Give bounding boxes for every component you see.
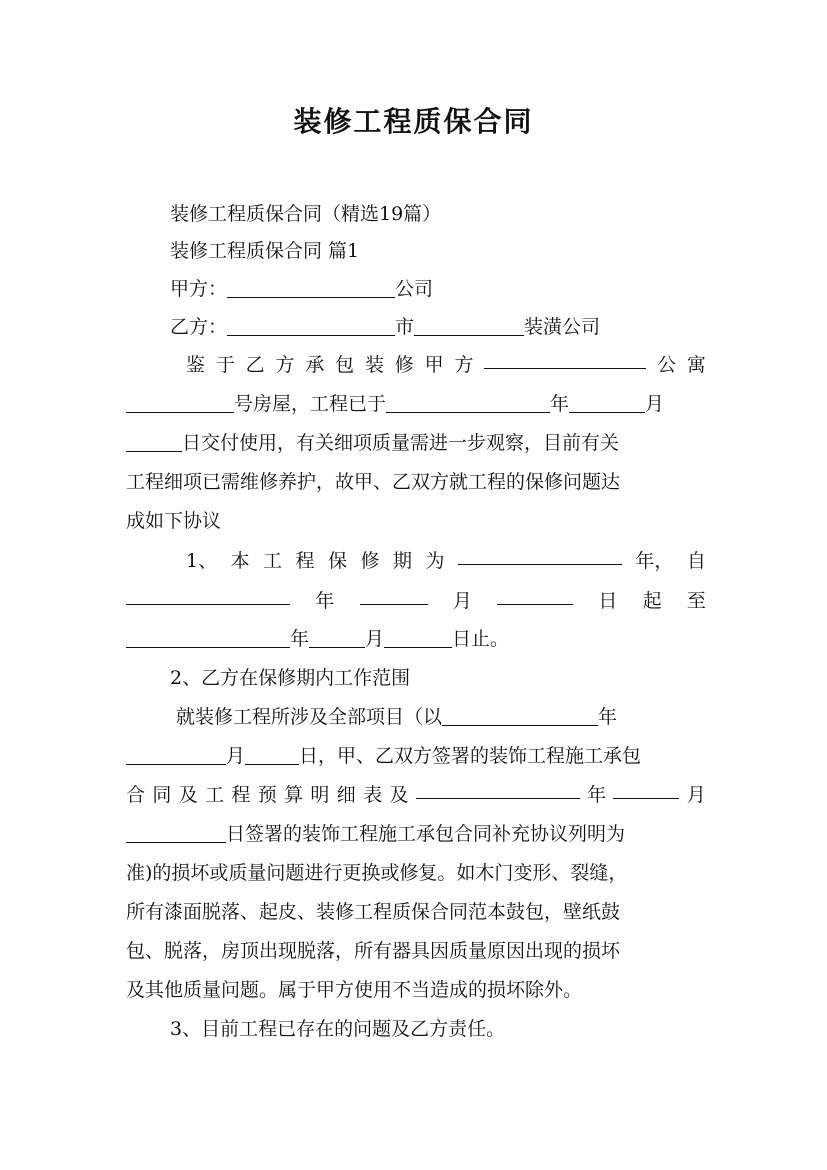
blank-field: [227, 275, 395, 298]
text-run: 日，甲、乙双方签署的装饰工程施工承包: [299, 745, 642, 767]
text-char: 公: [657, 354, 677, 376]
text-char: 为: [425, 550, 445, 572]
text-char: 期: [392, 550, 412, 572]
blank-field: [126, 390, 234, 413]
paragraph-line: 准)的损坏或质量问题进行更换或修复。如木门变形、裂缝，: [126, 862, 628, 884]
blank-field: [416, 776, 580, 799]
text-run: 日签署的装饰工程施工承包合同补充协议列明为: [226, 823, 626, 845]
text-char: 本: [230, 550, 250, 572]
blank-field: [126, 742, 226, 765]
paragraph-line: 成如下协议: [126, 510, 222, 532]
text-run: 月: [365, 628, 385, 650]
text-char: 表: [363, 784, 383, 806]
text-run: 就装修工程所涉及全部项目（以: [176, 706, 443, 728]
text-char: 至: [686, 590, 706, 612]
text-char: 程: [231, 784, 251, 806]
section-item-2: 2、乙方在保修期内工作范围: [170, 667, 411, 689]
paragraph-line: 工程细项已需维修养护，故甲、乙双方就工程的保修问题达: [126, 471, 621, 493]
paragraph-line: 包、脱落，房顶出现脱落，所有器具因质量原因出现的损坏: [126, 940, 621, 962]
text-run: 号房屋，工程已于: [234, 393, 387, 415]
item-line: [126, 620, 706, 659]
text-run: 年: [598, 706, 618, 728]
text-char: 方: [275, 354, 295, 376]
text-char: 及: [178, 784, 198, 806]
item-line: [186, 542, 706, 581]
paragraph-line: [126, 815, 706, 854]
party-b-label: 乙方：: [170, 316, 228, 338]
paragraph-line: 及其他质量问题。属于甲方使用不当造成的损坏除外。: [126, 979, 583, 1001]
paragraph-line: [126, 385, 706, 424]
blank-field: [384, 625, 452, 648]
party-b-suffix: 装潢公司: [524, 316, 601, 338]
paragraph-line: [126, 737, 706, 776]
text-char: 修: [394, 354, 414, 376]
text-run: 日交付使用，有关细项质量需进一步观察，目前有关: [182, 432, 620, 454]
blank-field: [309, 625, 365, 648]
text-char: 算: [284, 784, 304, 806]
text-char: 月: [686, 784, 706, 806]
text-char: 合: [126, 784, 146, 806]
paragraph-line: 所有漆面脱落、起皮、装修工程质保合同范本鼓包，壁纸鼓: [126, 901, 621, 923]
text-run: 年: [290, 628, 310, 650]
text-char: 承: [305, 354, 325, 376]
text-char: 明: [310, 784, 330, 806]
text-char: 包: [335, 354, 355, 376]
blank-field: [245, 742, 299, 765]
blank-field: [613, 776, 679, 799]
blank-field: [360, 582, 428, 605]
subtitle: 装修工程质保合同（精选19篇）: [170, 203, 442, 225]
blank-field: [414, 313, 524, 336]
text-char: 方: [454, 354, 474, 376]
text-char: 工: [263, 550, 283, 572]
blank-field: [126, 820, 226, 843]
text-char: 1、: [186, 550, 218, 572]
text-char: 保: [328, 550, 348, 572]
text-char: 年，: [635, 550, 674, 572]
item-line: [126, 582, 706, 621]
blank-field: [484, 346, 646, 369]
text-char: 乙: [245, 354, 265, 376]
text-run: 月: [645, 393, 665, 415]
text-char: 鉴: [186, 354, 206, 376]
text-run: 月: [226, 745, 246, 767]
party-b-mid: 市: [395, 316, 415, 338]
blank-field: [126, 582, 290, 605]
text-char: 预: [257, 784, 277, 806]
blank-field: [458, 542, 622, 565]
text-char: 起: [642, 590, 662, 612]
text-char: 自: [686, 550, 706, 572]
text-char: 年: [587, 784, 607, 806]
section-item-3: 3、目前工程已存在的问题及乙方责任。: [170, 1018, 506, 1040]
blank-field: [386, 390, 550, 413]
blank-field: [442, 703, 598, 726]
blank-field: [126, 429, 182, 452]
party-a-suffix: 公司: [395, 278, 434, 300]
section-heading: 装修工程质保合同 篇1: [170, 240, 360, 262]
text-char: 修: [360, 550, 380, 572]
document-title: 装修工程质保合同: [293, 105, 534, 138]
text-char: 程: [295, 550, 315, 572]
text-char: 日: [598, 590, 618, 612]
party-a-label: 甲方：: [170, 278, 228, 300]
blank-field: [227, 313, 395, 336]
text-char: 于: [215, 354, 235, 376]
party-a-line: [170, 270, 706, 309]
party-b-line: [170, 308, 706, 347]
text-char: 细: [336, 784, 356, 806]
blank-field: [126, 625, 290, 648]
paragraph-line: [126, 424, 706, 463]
text-char: 同: [152, 784, 172, 806]
text-char: 及: [389, 784, 409, 806]
blank-field: [569, 390, 645, 413]
paragraph-line: [176, 698, 706, 737]
text-char: 工: [205, 784, 225, 806]
text-char: 年: [315, 590, 335, 612]
text-run: 日止。: [452, 628, 510, 650]
paragraph-line: [126, 776, 706, 815]
text-char: 甲: [424, 354, 444, 376]
text-char: 装: [364, 354, 384, 376]
blank-field: [497, 582, 573, 605]
text-char: 月: [452, 590, 472, 612]
text-char: 寓: [686, 354, 706, 376]
paragraph-line: [186, 346, 706, 385]
text-run: 年: [550, 393, 570, 415]
